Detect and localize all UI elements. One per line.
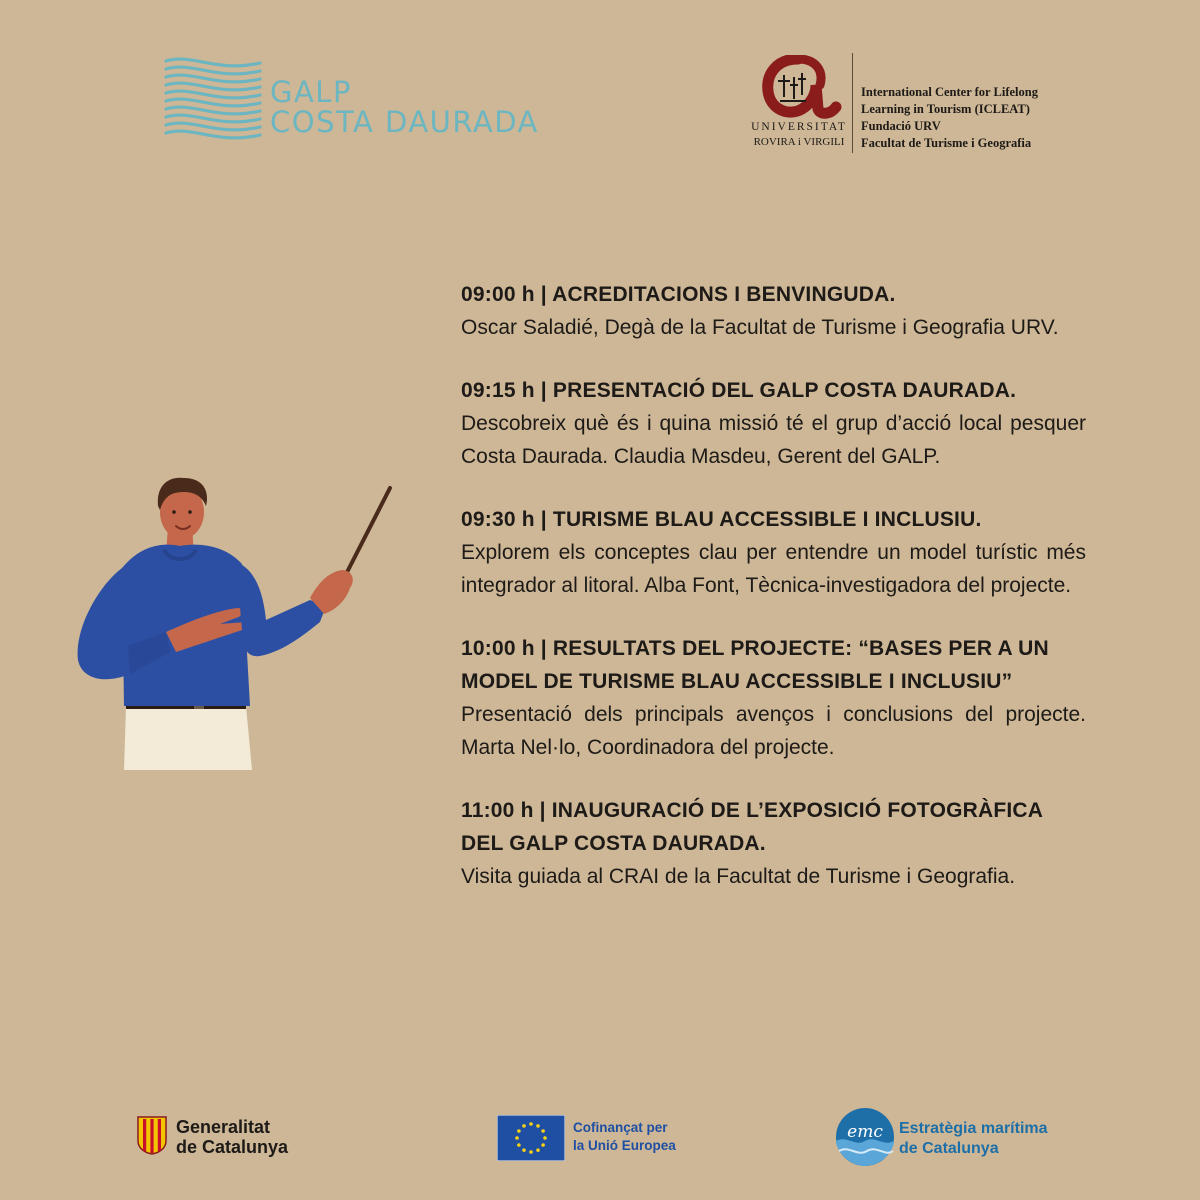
urv-divider [852,53,853,153]
emc-wave-icon [835,1107,895,1167]
event-schedule [461,278,1086,923]
eu-star-icon [541,1129,545,1133]
schedule-item-title: 09:30 h | TURISME BLAU ACCESSIBLE I INCLUSIU. [461,508,982,531]
eu-star-icon [543,1136,547,1140]
eu-star-icon [529,1122,533,1126]
eu-star-icon [517,1143,521,1147]
eu-cofinancing-logo [497,1115,727,1165]
generalitat-text [176,1117,288,1157]
generalitat-line-1: Generalitat [176,1117,271,1137]
generalitat-line-2: de Catalunya [176,1137,289,1157]
estrategia-maritima-logo [835,1105,1095,1175]
eu-line-2: la Unió Europea [573,1138,676,1153]
schedule-item-title: 09:15 h | PRESENTACIÓ DEL GALP COSTA DAURADA. [461,379,1017,402]
emc-line-1: Estratègia marítima [899,1120,1048,1137]
urv-university-name [748,120,850,150]
eu-line-1: Cofinançat per [573,1120,668,1135]
eu-star-icon [536,1124,540,1128]
galp-wordmark [270,77,539,137]
schedule-item-description: Oscar Saladié, Degà de la Facultat de Turisme i Geografia URV. [461,316,1059,339]
schedule-item-description: Presentació dels principals avenços i conclusions del projecte. Marta Nel·lo, Coordinadora del projecte. [461,703,1086,759]
eu-star-icon [515,1136,519,1140]
emc-badge-text: emc [847,1122,883,1142]
galp-waves-icon [162,55,262,145]
eu-star-icon [536,1148,540,1152]
schedule-item-title: 11:00 h | INAUGURACIÓ DE L’EXPOSICIÓ FOTOGRÀFICA DEL GALP COSTA DAURADA. [461,799,1043,855]
urv-name-line-2: ROVIRA i VIRGILI [753,136,845,148]
senyera-shield-icon [136,1115,168,1155]
urv-name-line-1: UNIVERSITAT [751,121,847,133]
pants-icon [124,706,252,770]
eu-star-icon [517,1129,521,1133]
schedule-item [461,632,1086,764]
schedule-item [461,503,1086,602]
pointer-stick-icon [342,488,390,582]
presenter-illustration [70,470,410,770]
galp-costa-daurada-logo [162,55,562,145]
eu-star-icon [522,1148,526,1152]
urv-info-line-2: Learning in Tourism (ICLEAT) [861,102,1030,116]
schedule-item-title: 09:00 h | ACREDITACIONS I BENVINGUDA. [461,283,896,306]
eu-flag-icon [497,1115,565,1161]
eu-star-icon [522,1124,526,1128]
schedule-item-description: Visita guiada al CRAI de la Facultat de Turisme i Geografia. [461,865,1016,888]
schedule-item-description: Descobreix què és i quina missió té el grup d’acció local pesquer Costa Daurada. Claudia Masdeu, Gerent del GALP. [461,412,1086,468]
galp-line-2: COSTA DAURADA [270,105,539,139]
urv-info-line-4: Facultat de Turisme i Geografia [861,136,1032,150]
urv-icleat-logo [748,50,1068,160]
schedule-item [461,374,1086,473]
schedule-item-description: Explorem els conceptes clau per entendre un model turístic més integrador al litoral. Alba Font, Tècnica-investigadora del projecte. [461,541,1086,597]
eu-star-icon [541,1143,545,1147]
eu-star-icon [529,1150,533,1154]
urv-institution-info [861,84,1038,152]
eu-text [573,1119,676,1155]
urv-info-line-3: Fundació URV [861,119,941,133]
emc-line-2: de Catalunya [899,1140,999,1157]
schedule-item [461,278,1086,344]
schedule-item [461,794,1086,893]
galp-line-1: GALP [270,75,352,109]
emc-text [899,1119,1048,1159]
schedule-item-title: 10:00 h | RESULTATS DEL PROJECTE: “BASES PER A UN MODEL DE TURISME BLAU ACCESSIBLE I INCLUSIU” [461,637,1049,693]
generalitat-logo [136,1115,336,1165]
urv-seal-icon [758,55,842,119]
urv-info-line-1: International Center for Lifelong [861,85,1038,99]
